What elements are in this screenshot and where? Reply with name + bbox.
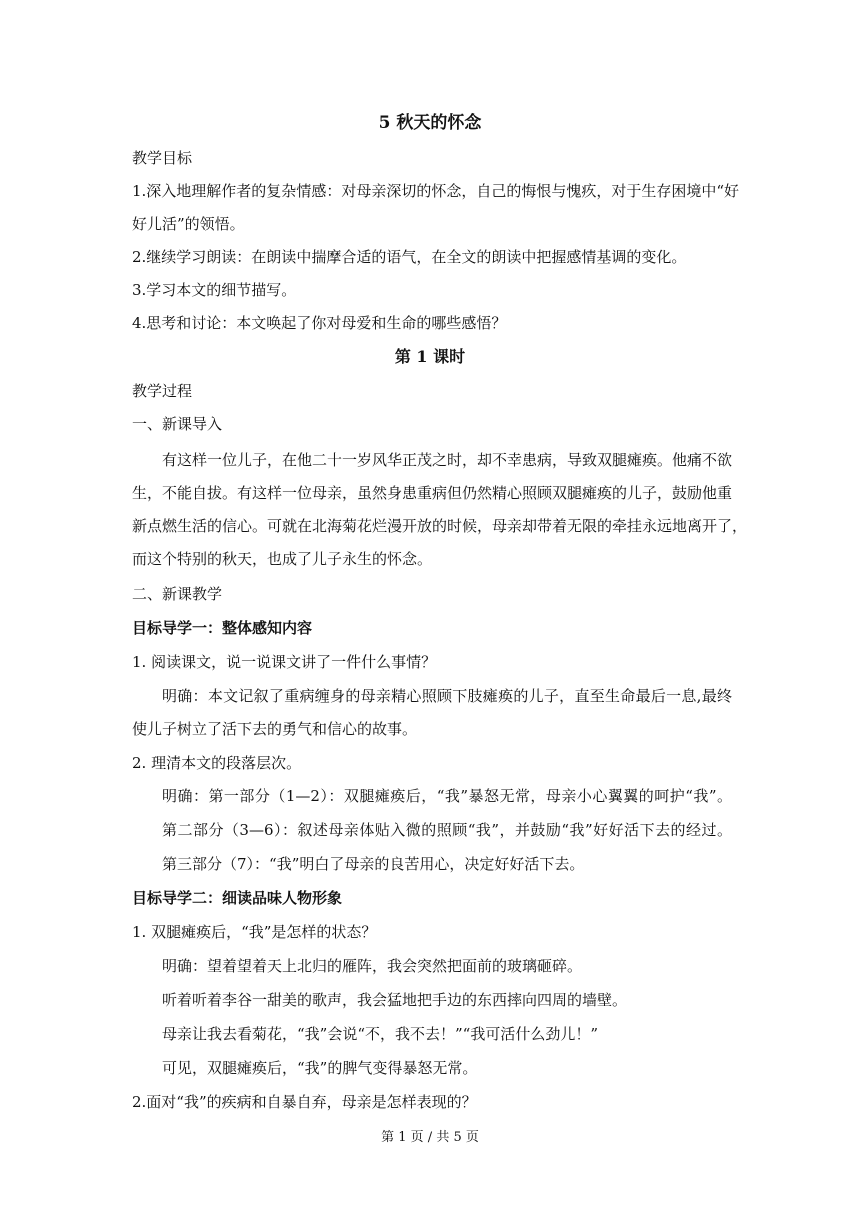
goal-2-answer-1-line-1: 明确：望着望着天上北归的雁阵，我会突然把面前的玻璃砸碎。	[162, 957, 583, 975]
page-footer: 第 1 页 / 共 5 页	[381, 1130, 479, 1145]
objective-4: 4.思考和讨论：本文唤起了你对母爱和生命的哪些感悟？	[132, 314, 507, 332]
section-1-heading: 一、新课导入	[132, 415, 223, 433]
intro-line-4: 而这个特别的秋天，也成了儿子永生的怀念。	[132, 550, 433, 568]
goal-2-answer-1-line-3: 母亲让我去看菊花，“我”会说“不，我不去！”“我可活什么劲儿！”	[162, 1025, 599, 1043]
intro-line-3: 新点燃生活的信心。可就在北海菊花烂漫开放的时候，母亲却带着无限的牵挂永远地离开了，	[132, 517, 748, 535]
section-2-heading: 二、新课教学	[132, 585, 223, 603]
objective-3: 3.学习本文的细节描写。	[132, 281, 297, 299]
goal-1-question-1: 1. 阅读课文，说一说课文讲了一件什么事情？	[132, 653, 437, 671]
intro-line-1: 有这样一位儿子，在他二十一岁风华正茂之时，却不幸患病，导致双腿瘫痪。他痛不欲	[162, 451, 733, 469]
page-title: 5 秋天的怀念	[378, 113, 482, 133]
intro-line-2: 生，不能自拔。有这样一位母亲，虽然身患重病但仍然精心照顾双腿瘫痪的儿子，鼓励他重	[132, 484, 733, 502]
goal-1-answer-1-line-2: 使儿子树立了活下去的勇气和信心的故事。	[132, 720, 418, 738]
goal-2-answer-1-line-2: 听着听着李谷一甜美的歌声，我会猛地把手边的东西摔向四周的墙壁。	[162, 991, 628, 1009]
goal-2-heading: 目标导学二：细读品味人物形象	[132, 889, 343, 907]
objective-2: 2.继续学习朗读：在朗读中揣摩合适的语气，在全文的朗读中把握感情基调的变化。	[132, 248, 687, 266]
goal-1-answer-2-line-3: 第三部分（7）：“我”明白了母亲的良苦用心，决定好好活下去。	[162, 855, 585, 873]
objective-1-line-2: 好儿活”的领悟。	[132, 215, 245, 233]
objective-1-line-1: 1.深入地理解作者的复杂情感：对母亲深切的怀念，自己的悔恨与愧疚，对于生存困境中“好	[132, 182, 739, 200]
goal-1-answer-2-line-2: 第二部分（3—6）：叙述母亲体贴入微的照顾“我”，并鼓励“我”好好活下去的经过。	[162, 821, 732, 839]
goal-2-question-1: 1. 双腿瘫痪后，“我”是怎样的状态？	[132, 923, 377, 941]
goal-1-question-2: 2. 理清本文的段落层次。	[132, 754, 302, 772]
goal-2-answer-1-line-4: 可见，双腿瘫痪后，“我”的脾气变得暴怒无常。	[162, 1059, 478, 1077]
objectives-heading: 教学目标	[132, 149, 193, 167]
process-heading: 教学过程	[132, 382, 193, 400]
goal-1-answer-1-line-1: 明确：本文记叙了重病缠身的母亲精心照顾下肢瘫痪的儿子，直至生命最后一息,最终	[162, 687, 732, 705]
goal-1-answer-2-line-1: 明确：第一部分（1—2）：双腿瘫痪后，“我”暴怒无常，母亲小心翼翼的呵护“我”。	[162, 787, 732, 805]
lesson-title: 第 1 课时	[394, 347, 466, 366]
goal-2-question-2: 2.面对“我”的疾病和自暴自弃，母亲是怎样表现的？	[132, 1093, 477, 1111]
goal-1-heading: 目标导学一：整体感知内容	[132, 619, 313, 637]
